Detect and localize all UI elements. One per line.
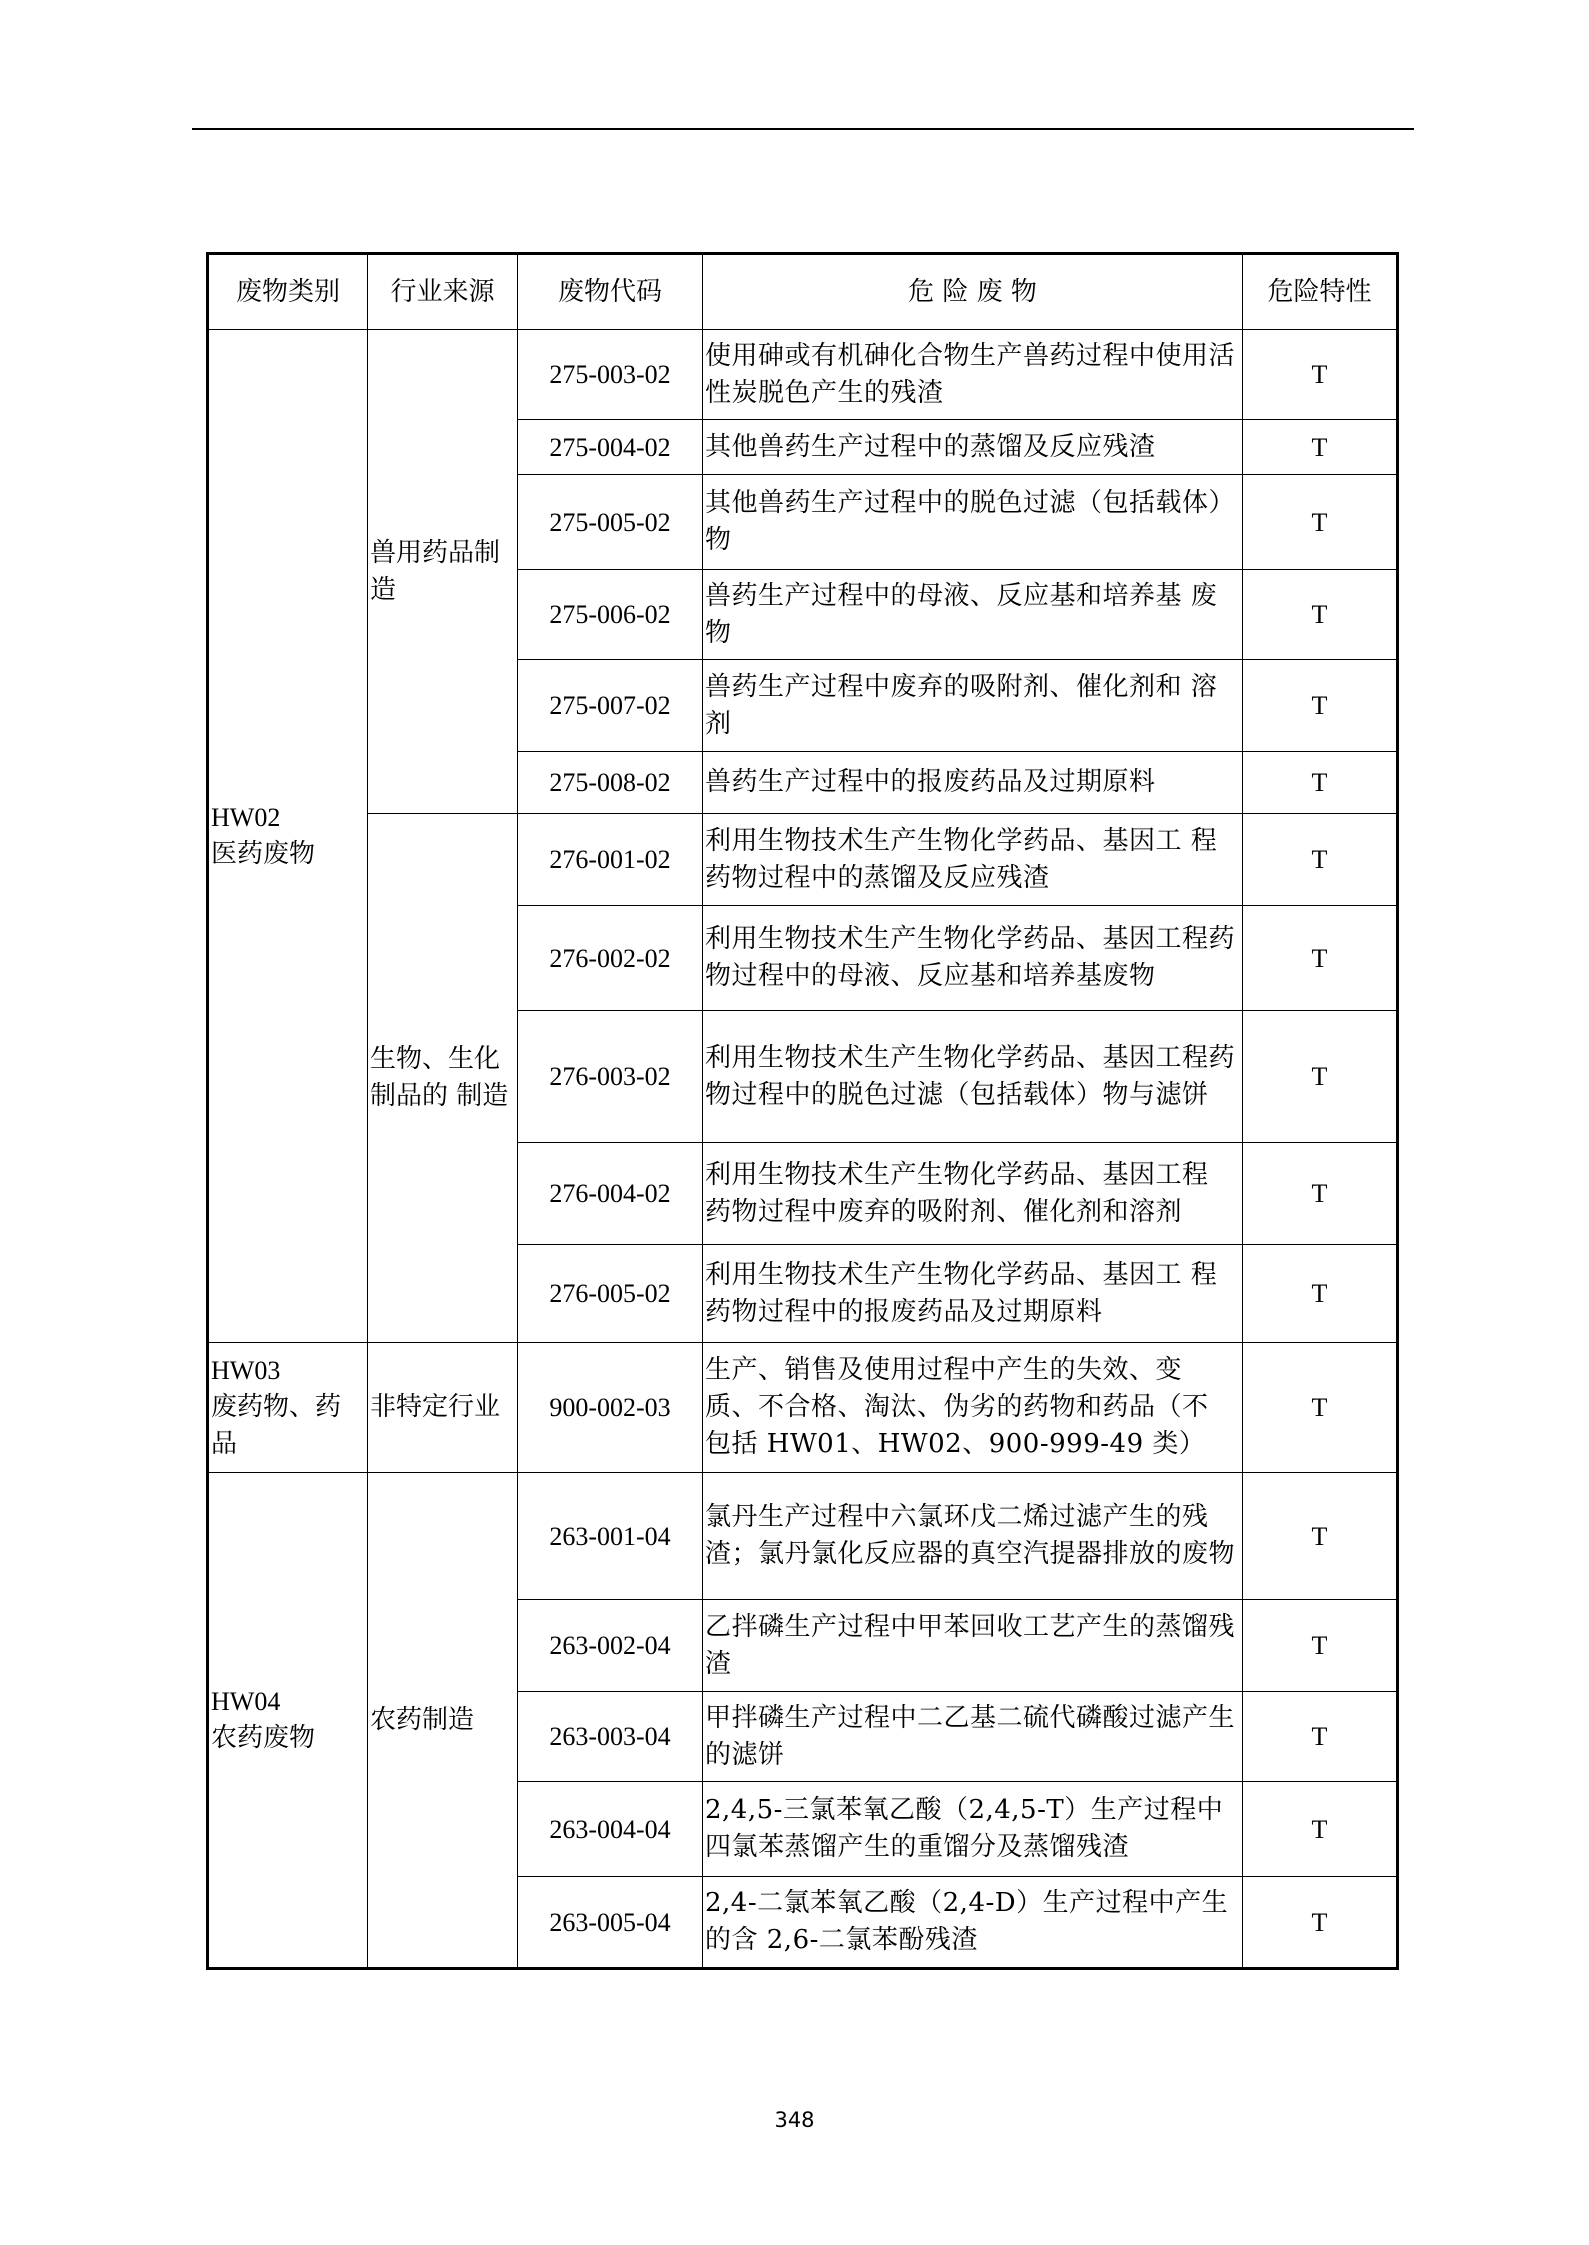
page-number: 348	[774, 2108, 815, 2132]
header-rule	[192, 128, 1414, 130]
industry-source-cell: 生物、生化制品的 制造	[368, 814, 518, 1343]
waste-code-cell: 276-002-02	[518, 906, 703, 1011]
hazard-characteristic-cell: T	[1243, 906, 1398, 1011]
waste-code-cell: 275-006-02	[518, 570, 703, 660]
header-characteristic: 危险特性	[1243, 254, 1398, 330]
waste-description-cell: 利用生物技术生产生物化学药品、基因工程 药物过程中废弃的吸附剂、催化剂和溶剂	[703, 1143, 1243, 1245]
waste-description-cell: 利用生物技术生产生物化学药品、基因工程药物过程中的母液、反应基和培养基废物	[703, 906, 1243, 1011]
hazard-characteristic-cell: T	[1243, 1011, 1398, 1143]
hazard-characteristic-cell: T	[1243, 570, 1398, 660]
waste-code-cell: 276-003-02	[518, 1011, 703, 1143]
header-waste: 危 险 废 物	[703, 254, 1243, 330]
category-name: 废药物、药品	[211, 1392, 342, 1459]
table-header-row	[208, 254, 1398, 330]
waste-description-cell: 2,4,5-三氯苯氧乙酸（2,4,5-T）生产过程中四氯苯蒸馏产生的重馏分及蒸馏残渣	[703, 1782, 1243, 1877]
waste-code-cell: 263-004-04	[518, 1782, 703, 1877]
hazard-characteristic-cell: T	[1243, 1877, 1398, 1969]
hazard-characteristic-cell: T	[1243, 814, 1398, 906]
hazard-characteristic-cell: T	[1243, 1245, 1398, 1343]
table-row	[208, 1343, 1398, 1473]
waste-code-cell: 276-001-02	[518, 814, 703, 906]
hazard-characteristic-cell: T	[1243, 1692, 1398, 1782]
hazard-characteristic-cell: T	[1243, 660, 1398, 752]
category-name: 医药废物	[211, 839, 316, 869]
waste-description-cell: 使用砷或有机砷化合物生产兽药过程中使用活性炭脱色产生的残渣	[703, 330, 1243, 420]
waste-code-cell: 275-007-02	[518, 660, 703, 752]
industry-source-cell: 农药制造	[368, 1473, 518, 1969]
table-row	[208, 814, 1398, 906]
waste-code-cell: 275-003-02	[518, 330, 703, 420]
table-row	[208, 1473, 1398, 1600]
waste-code-cell: 276-005-02	[518, 1245, 703, 1343]
hazard-characteristic-cell: T	[1243, 475, 1398, 570]
waste-code-cell: 275-005-02	[518, 475, 703, 570]
category-code: HW02	[211, 803, 281, 832]
waste-description-cell: 利用生物技术生产生物化学药品、基因工 程药物过程中的报废药品及过期原料	[703, 1245, 1243, 1343]
table-row	[208, 330, 1398, 420]
waste-description-cell: 兽药生产过程中废弃的吸附剂、催化剂和 溶剂	[703, 660, 1243, 752]
waste-description-cell: 其他兽药生产过程中的脱色过滤（包括载体）物	[703, 475, 1243, 570]
waste-code-cell: 263-003-04	[518, 1692, 703, 1782]
hazard-characteristic-cell: T	[1243, 752, 1398, 814]
industry-source-cell: 兽用药品制造	[368, 330, 518, 814]
waste-description-cell: 乙拌磷生产过程中甲苯回收工艺产生的蒸馏残渣	[703, 1600, 1243, 1692]
waste-category-cell	[208, 1473, 368, 1969]
waste-description-cell: 其他兽药生产过程中的蒸馏及反应残渣	[703, 420, 1243, 475]
category-code: HW04	[211, 1687, 281, 1716]
waste-category-cell	[208, 330, 368, 1343]
waste-description-cell: 兽药生产过程中的报废药品及过期原料	[703, 752, 1243, 814]
header-code: 废物代码	[518, 254, 703, 330]
header-category: 废物类别	[208, 254, 368, 330]
hazard-characteristic-cell: T	[1243, 1473, 1398, 1600]
hazard-characteristic-cell: T	[1243, 330, 1398, 420]
waste-description-cell: 利用生物技术生产生物化学药品、基因工 程药物过程中的蒸馏及反应残渣	[703, 814, 1243, 906]
waste-code-cell: 263-005-04	[518, 1877, 703, 1969]
waste-description-cell: 2,4-二氯苯氧乙酸（2,4-D）生产过程中产生的含 2,6-二氯苯酚残渣	[703, 1877, 1243, 1969]
hazard-characteristic-cell: T	[1243, 1143, 1398, 1245]
category-code: HW03	[211, 1356, 281, 1385]
waste-code-cell: 275-004-02	[518, 420, 703, 475]
hazard-characteristic-cell: T	[1243, 1782, 1398, 1877]
waste-description-cell: 利用生物技术生产生物化学药品、基因工程药物过程中的脱色过滤（包括载体）物与滤饼	[703, 1011, 1243, 1143]
waste-code-cell: 275-008-02	[518, 752, 703, 814]
waste-code-cell: 900-002-03	[518, 1343, 703, 1473]
industry-source-cell: 非特定行业	[368, 1343, 518, 1473]
waste-code-cell: 263-002-04	[518, 1600, 703, 1692]
waste-description-cell: 氯丹生产过程中六氯环戊二烯过滤产生的残渣；氯丹氯化反应器的真空汽提器排放的废物	[703, 1473, 1243, 1600]
hazard-characteristic-cell: T	[1243, 1343, 1398, 1473]
header-source: 行业来源	[368, 254, 518, 330]
hazard-characteristic-cell: T	[1243, 1600, 1398, 1692]
waste-category-cell	[208, 1343, 368, 1473]
waste-description-cell: 甲拌磷生产过程中二乙基二硫代磷酸过滤产生的滤饼	[703, 1692, 1243, 1782]
waste-description-cell: 生产、销售及使用过程中产生的失效、变 质、不合格、淘汰、伪劣的药物和药品（不 包括 HW01、HW02、900-999-49 类）	[703, 1343, 1243, 1473]
waste-code-cell: 263-001-04	[518, 1473, 703, 1600]
category-name: 农药废物	[211, 1723, 316, 1753]
hazard-characteristic-cell: T	[1243, 420, 1398, 475]
waste-code-cell: 276-004-02	[518, 1143, 703, 1245]
waste-description-cell: 兽药生产过程中的母液、反应基和培养基 废物	[703, 570, 1243, 660]
hazardous-waste-table	[206, 252, 1399, 1970]
